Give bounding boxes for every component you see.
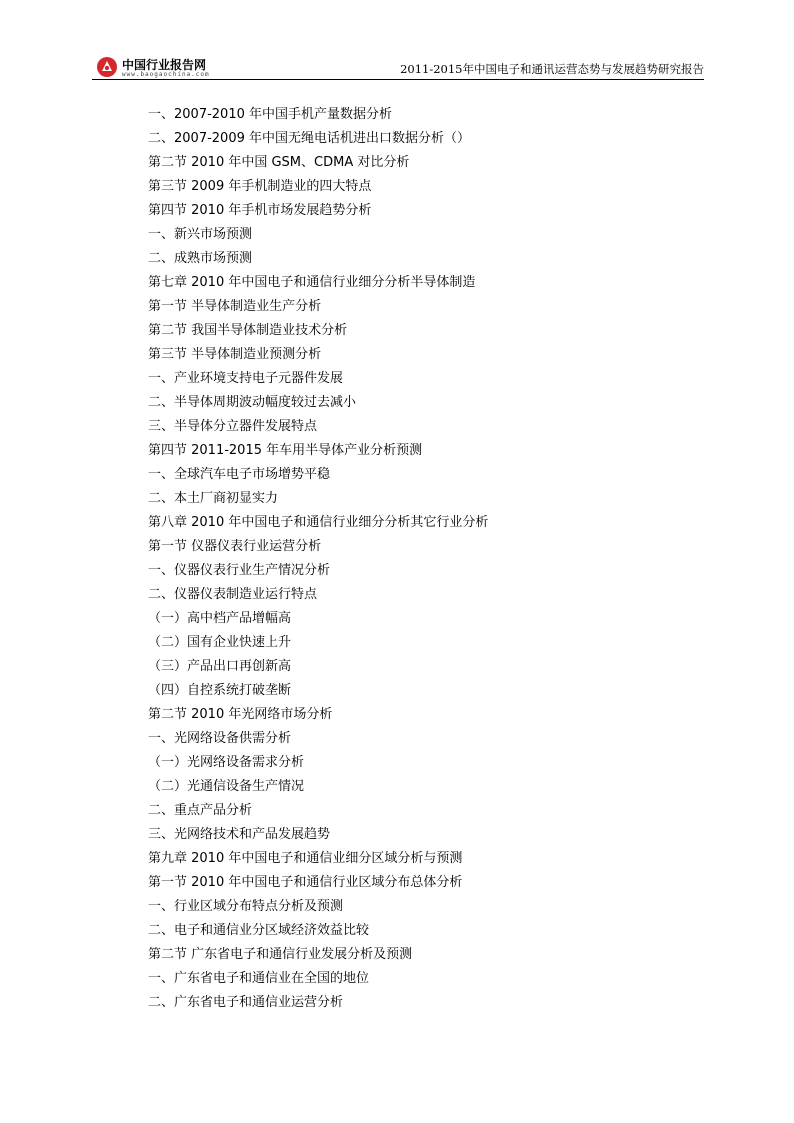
toc-entry: 第二节 2010 年光网络市场分析 — [148, 707, 333, 722]
logo-url: www.baogaochina.com — [122, 71, 210, 78]
toc-entry: 第二节 我国半导体制造业技术分析 — [148, 323, 348, 338]
page-header — [92, 52, 704, 78]
toc-entry: 一、新兴市场预测 — [148, 227, 253, 242]
toc-entry: 三、光网络技术和产品发展趋势 — [148, 827, 331, 842]
logo-icon — [96, 56, 118, 78]
toc-entry: 二、电子和通信业分区域经济效益比较 — [148, 923, 370, 938]
toc-entry: 第八章 2010 年中国电子和通信行业细分分析其它行业分析 — [148, 515, 489, 530]
toc-entry: 第一节 仪器仪表行业运营分析 — [148, 539, 322, 554]
toc-entry: 一、行业区域分布特点分析及预测 — [148, 899, 344, 914]
toc-entry: 一、光网络设备供需分析 — [148, 731, 292, 746]
toc-entry: 二、半导体周期波动幅度较过去减小 — [148, 395, 357, 410]
toc-entry: （二）光通信设备生产情况 — [148, 779, 305, 794]
toc-entry: 第一节 半导体制造业生产分析 — [148, 299, 322, 314]
toc-entry: （二）国有企业快速上升 — [148, 635, 292, 650]
toc-entry: （四）自控系统打破垄断 — [148, 683, 292, 698]
logo — [92, 54, 232, 78]
toc-entry: 第三节 半导体制造业预测分析 — [148, 347, 322, 362]
toc-entry: 第四节 2010 年手机市场发展趋势分析 — [148, 203, 372, 218]
table-of-contents — [148, 107, 708, 1019]
toc-entry: 第四节 2011-2015 年车用半导体产业分析预测 — [148, 443, 423, 458]
header-divider — [92, 79, 704, 80]
toc-entry: 一、仪器仪表行业生产情况分析 — [148, 563, 331, 578]
toc-entry: （一）高中档产品增幅高 — [148, 611, 292, 626]
toc-entry: 一、产业环境支持电子元器件发展 — [148, 371, 344, 386]
toc-entry: 二、广东省电子和通信业运营分析 — [148, 995, 344, 1010]
toc-entry: 二、成熟市场预测 — [148, 251, 253, 266]
toc-entry: （三）产品出口再创新高 — [148, 659, 292, 674]
document-title: 2011-2015年中国电子和通讯运营态势与发展趋势研究报告 — [400, 62, 704, 76]
toc-entry: 第九章 2010 年中国电子和通信业细分区域分析与预测 — [148, 851, 463, 866]
toc-entry: 三、半导体分立器件发展特点 — [148, 419, 318, 434]
toc-entry: 一、全球汽车电子市场增势平稳 — [148, 467, 331, 482]
toc-entry: 二、仪器仪表制造业运行特点 — [148, 587, 318, 602]
toc-entry: 第二节 2010 年中国 GSM、CDMA 对比分析 — [148, 155, 410, 170]
logo-name: 中国行业报告网 — [122, 58, 207, 72]
toc-entry: 二、2007-2009 年中国无绳电话机进出口数据分析（） — [148, 131, 470, 146]
toc-entry: 第七章 2010 年中国电子和通信行业细分分析半导体制造 — [148, 275, 476, 290]
toc-entry: （一）光网络设备需求分析 — [148, 755, 305, 770]
toc-entry: 二、本土厂商初显实力 — [148, 491, 279, 506]
toc-entry: 第一节 2010 年中国电子和通信行业区域分布总体分析 — [148, 875, 463, 890]
toc-entry: 一、广东省电子和通信业在全国的地位 — [148, 971, 370, 986]
toc-entry: 一、2007-2010 年中国手机产量数据分析 — [148, 107, 392, 122]
toc-entry: 二、重点产品分析 — [148, 803, 253, 818]
toc-entry: 第二节 广东省电子和通信行业发展分析及预测 — [148, 947, 413, 962]
toc-entry: 第三节 2009 年手机制造业的四大特点 — [148, 179, 372, 194]
